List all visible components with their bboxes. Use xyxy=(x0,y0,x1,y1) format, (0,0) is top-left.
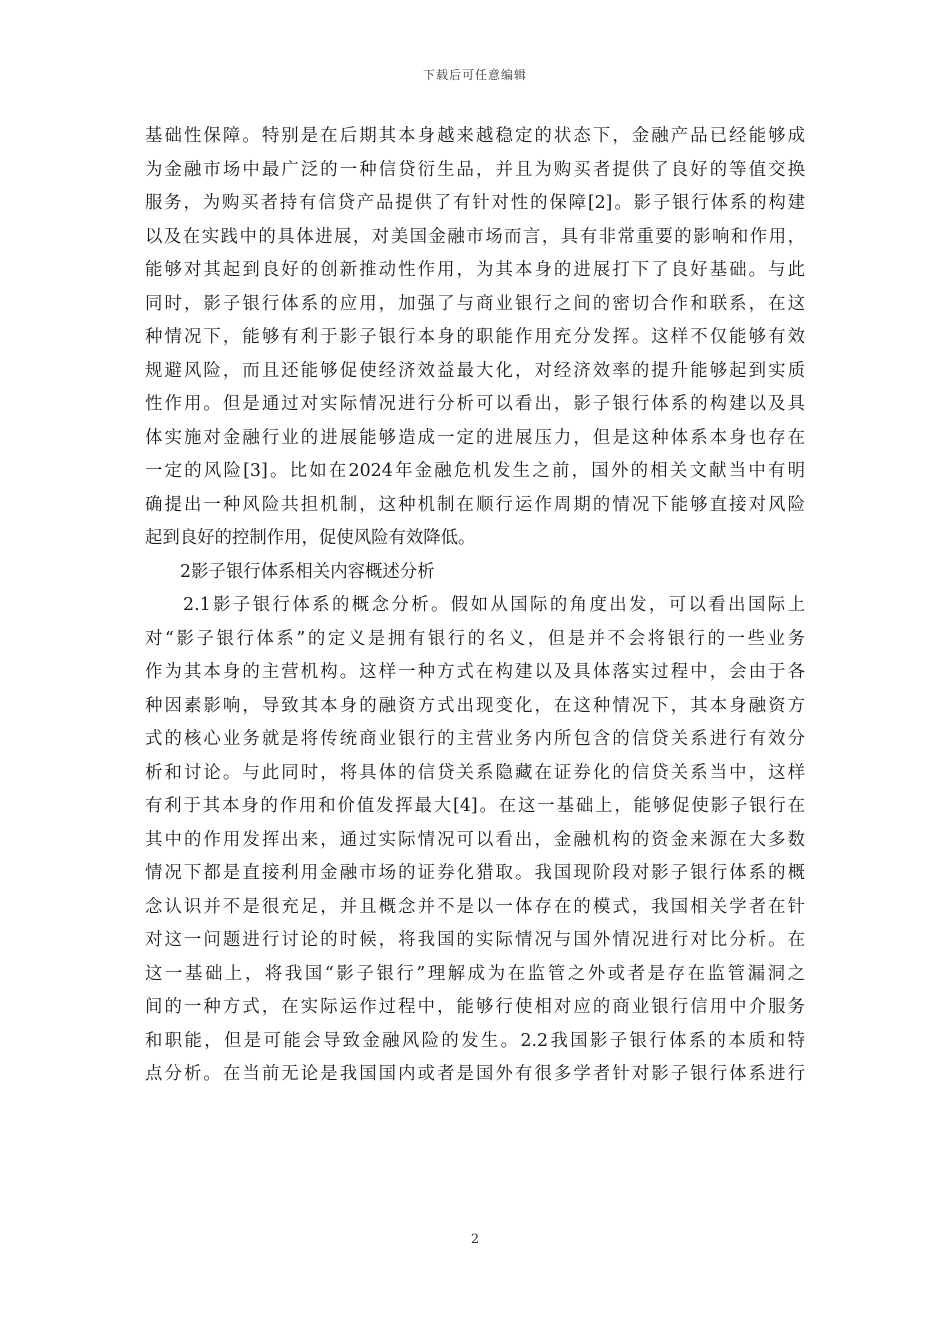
text-line: 以及在实践中的具体进展，对美国金融市场而言，具有非常重要的影响和作用， xyxy=(145,226,805,247)
text-line: 基础性保障。特别是在后期其本身越来越稳定的状态下，金融产品已经能够成 xyxy=(145,126,805,146)
text-line: 为金融市场中最广泛的一种信贷衍生品，并且为购买者提供了良好的等值交换 xyxy=(145,159,805,180)
text-line: 作为其本身的主营机构。这样一种方式在构建以及具体落实过程中，会由于各 xyxy=(145,662,805,682)
page-number: 2 xyxy=(470,1232,480,1247)
text-line: 种因素影响，导致其本身的融资方式出现变化，在这种情况下，其本身融资方 xyxy=(145,695,805,716)
text-line: 种情况下，能够有利于影子银行本身的职能作用充分发挥。这样不仅能够有效 xyxy=(145,327,805,347)
text-line: 情况下都是直接利用金融市场的证券化猎取。我国现阶段对影子银行体系的概 xyxy=(145,863,805,883)
text-line: 同时，影子银行体系的应用，加强了与商业银行之间的密切合作和联系，在这 xyxy=(145,293,805,314)
text-line: 其中的作用发挥出来，通过实际情况可以看出，金融机构的资金来源在大多数 xyxy=(145,829,805,850)
text-line: 体实施对金融行业的进展能够造成一定的进展压力，但是这种体系本身也存在 xyxy=(145,427,805,448)
text-line: 析和讨论。与此同时，将具体的信贷关系隐藏在证券化的信贷关系当中，这样 xyxy=(145,762,805,783)
text-line: 确提出一种风险共担机制，这种机制在顺行运作周期的情况下能够直接对风险 xyxy=(145,494,805,515)
text-line: 服务，为购买者持有信贷产品提供了有针对性的保障[2]。影子银行体系的构建 xyxy=(145,193,805,213)
text-line: 能够对其起到良好的创新推动性作用，为其本身的进展打下了良好基础。与此 xyxy=(145,260,805,280)
text-line: 式的核心业务就是将传统商业银行的主营业务内所包含的信贷关系进行有效分 xyxy=(145,729,805,749)
text-line: 有利于其本身的作用和价值发挥最大[4]。在这一基础上，能够促使影子银行在 xyxy=(145,796,805,816)
text-line: 对“影子银行体系”的定义是拥有银行的名义，但是并不会将银行的一些业务 xyxy=(145,628,805,649)
paragraph-2 xyxy=(145,589,805,1092)
text-line: 2.1影子银行体系的概念分析。假如从国际的角度出发，可以看出国际上 xyxy=(183,595,805,615)
document-body xyxy=(145,120,805,1092)
text-line: 点分析。在当前无论是我国国内或者是国外有很多学者针对影子银行体系进行 xyxy=(145,1064,805,1084)
page-header: 下载后可任意编辑 xyxy=(422,68,527,82)
text-line: 和职能，但是可能会导致金融风险的发生。2.2我国影子银行体系的本质和特 xyxy=(145,1030,805,1051)
text-line: 一定的风险[3]。比如在2024年金融危机发生之前，国外的相关文献当中有明 xyxy=(145,461,805,481)
text-line: 念认识并不是很充足，并且概念并不是以一体存在的模式，我国相关学者在针 xyxy=(145,896,805,917)
text-line: 对这一问题进行讨论的时候，将我国的实际情况与国外情况进行对比分析。在 xyxy=(145,930,805,950)
text-line: 性作用。但是通过对实际情况进行分析可以看出，影子银行体系的构建以及具 xyxy=(145,394,805,414)
section-heading: 2影子银行体系相关内容概述分析 xyxy=(180,561,435,582)
text-line: 间的一种方式，在实际运作过程中，能够行使相对应的商业银行信用中介服务 xyxy=(145,997,805,1017)
text-line: 这一基础上，将我国“影子银行”理解成为在监管之外或者是存在监管漏洞之 xyxy=(145,963,805,984)
text-line: 规避风险，而且还能够促使经济效益最大化，对经济效率的提升能够起到实质 xyxy=(145,360,805,381)
paragraph-1 xyxy=(145,120,805,556)
text-line: 起到良好的控制作用，促使风险有效降低。 xyxy=(145,528,476,548)
